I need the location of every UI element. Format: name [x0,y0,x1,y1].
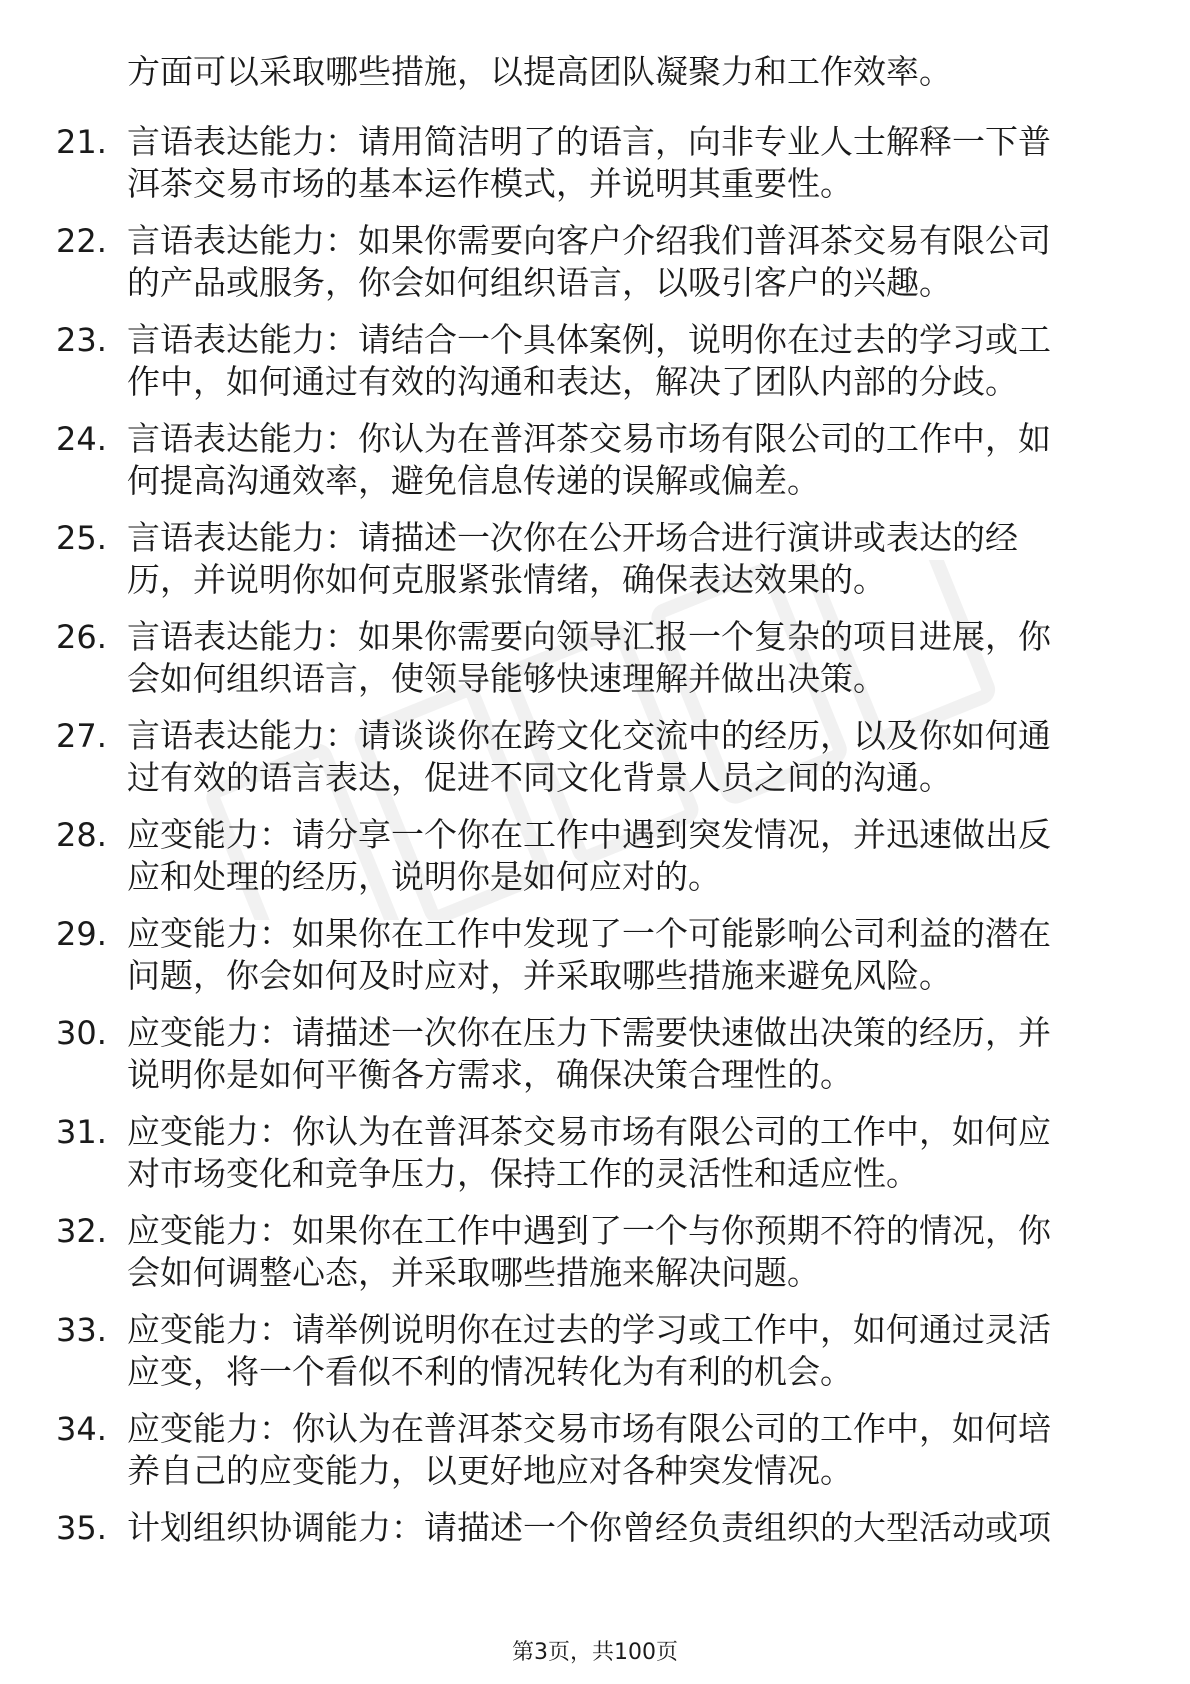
question-text-line: 会如何调整心态，并采取哪些措施来解决问题。 [127,1253,820,1292]
question-item [0,1108,1190,1204]
question-number: 33. [56,1311,107,1349]
question-text-line: 应变能力：你认为在普洱茶交易市场有限公司的工作中，如何应 [127,1112,1051,1151]
question-text-line: 言语表达能力：请结合一个具体案例，说明你在过去的学习或工 [127,320,1051,359]
question-item [0,1306,1190,1402]
question-number: 27. [56,717,107,755]
question-text-line: 养自己的应变能力，以更好地应对各种突发情况。 [127,1451,853,1490]
question-text-line: 应和处理的经历，说明你是如何应对的。 [127,857,721,896]
question-text-line: 对市场变化和竞争压力，保持工作的灵活性和适应性。 [127,1154,919,1193]
question-text-line: 应变能力：请描述一次你在压力下需要快速做出决策的经历，并 [127,1013,1051,1052]
question-item [0,217,1190,313]
question-text-line: 洱茶交易市场的基本运作模式，并说明其重要性。 [127,164,853,203]
question-text-line: 的产品或服务，你会如何组织语言，以吸引客户的兴趣。 [127,263,952,302]
question-text-line: 说明你是如何平衡各方需求，确保决策合理性的。 [127,1055,853,1094]
question-item [0,613,1190,709]
question-text-line: 作中，如何通过有效的沟通和表达，解决了团队内部的分歧。 [127,362,1018,401]
question-item [0,910,1190,1006]
question-text-line: 会如何组织语言，使领导能够快速理解并做出决策。 [127,659,886,698]
question-number: 24. [56,420,107,458]
question-item [0,1009,1190,1105]
question-text-line: 言语表达能力：你认为在普洱茶交易市场有限公司的工作中，如 [127,419,1051,458]
question-text-line: 应变能力：如果你在工作中发现了一个可能影响公司利益的潜在 [127,914,1051,953]
question-text-line: 言语表达能力：如果你需要向客户介绍我们普洱茶交易有限公司 [127,221,1051,260]
question-text-line: 问题，你会如何及时应对，并采取哪些措施来避免风险。 [127,956,952,995]
question-text-line: 言语表达能力：请描述一次你在公开场合进行演讲或表达的经 [127,518,1018,557]
question-text-line: 言语表达能力：请谈谈你在跨文化交流中的经历，以及你如何通 [127,716,1051,755]
question-number: 31. [56,1113,107,1151]
question-number: 35. [56,1509,107,1547]
question-list [0,118,1190,1603]
question-item [0,712,1190,808]
question-item [0,1405,1190,1501]
question-number: 21. [56,123,107,161]
question-text-line: 计划组织协调能力：请描述一个你曾经负责组织的大型活动或项 [127,1508,1051,1547]
question-number: 22. [56,222,107,260]
question-number: 25. [56,519,107,557]
question-number: 32. [56,1212,107,1250]
question-item [0,118,1190,214]
continuation-text: 方面可以采取哪些措施，以提高团队凝聚力和工作效率。 [127,52,952,91]
question-item [0,1207,1190,1303]
question-text-line: 言语表达能力：请用简洁明了的语言，向非专业人士解释一下普 [127,122,1051,161]
question-text-line: 应变能力：请举例说明你在过去的学习或工作中，如何通过灵活 [127,1310,1051,1349]
question-item [0,316,1190,412]
question-number: 26. [56,618,107,656]
question-text-line: 历，并说明你如何克服紧张情绪，确保表达效果的。 [127,560,886,599]
question-text-line: 应变能力：你认为在普洱茶交易市场有限公司的工作中，如何培 [127,1409,1051,1448]
question-text-line: 应变能力：如果你在工作中遇到了一个与你预期不符的情况，你 [127,1211,1051,1250]
page-footer: 第3页，共100页 [512,1640,678,1665]
question-number: 23. [56,321,107,359]
question-item [0,811,1190,907]
question-item [0,1504,1190,1600]
question-text-line: 何提高沟通效率，避免信息传递的误解或偏差。 [127,461,820,500]
question-number: 30. [56,1014,107,1052]
question-text-line: 应变能力：请分享一个你在工作中遇到突发情况，并迅速做出反 [127,815,1051,854]
question-text-line: 过有效的语言表达，促进不同文化背景人员之间的沟通。 [127,758,952,797]
question-number: 34. [56,1410,107,1448]
question-number: 29. [56,915,107,953]
question-item [0,514,1190,610]
question-text-line: 言语表达能力：如果你需要向领导汇报一个复杂的项目进展，你 [127,617,1051,656]
question-number: 28. [56,816,107,854]
question-text-line: 应变，将一个看似不利的情况转化为有利的机会。 [127,1352,853,1391]
question-item [0,415,1190,511]
